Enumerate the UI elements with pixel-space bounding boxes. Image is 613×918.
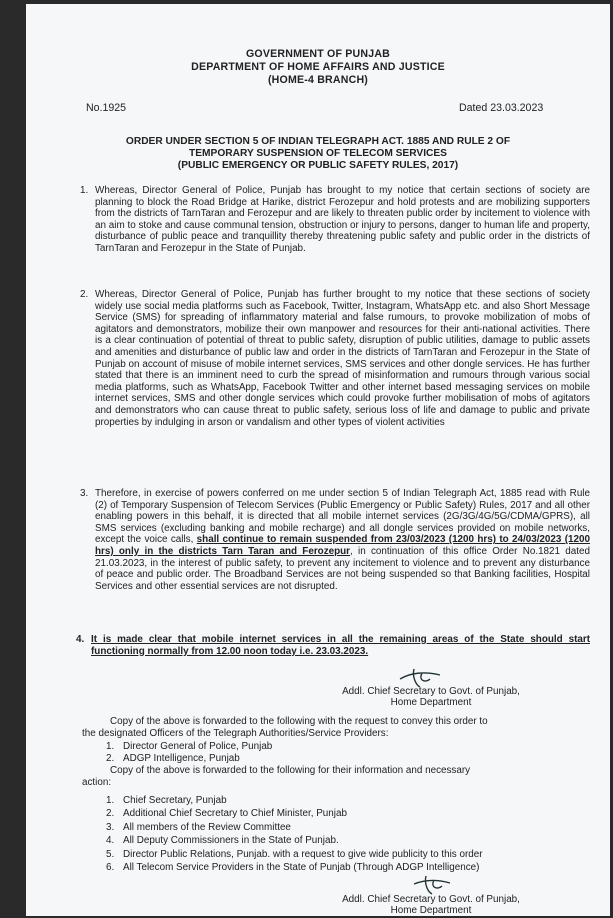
header-government: GOVERNMENT OF PUNJAB bbox=[245, 48, 391, 60]
paragraph-number: 4. bbox=[76, 634, 85, 645]
list-item: 1. Chief Secretary, Punjab bbox=[106, 795, 227, 806]
order-number: No.1925 bbox=[86, 102, 127, 114]
copy-list-1-intro-2 bbox=[82, 728, 388, 740]
copy-list-2-intro bbox=[110, 765, 470, 777]
paragraph-3-part-a: Therefore, in exercise of powers conferred on me under section 5 of Indian Telegraph Act, 1885 read with Rule (2) of Temporary Suspension of Telecom Services (Public Emergency or Public Safety) Rules, 2017 and all other enabling powers in this behalf, it is directed that all mobile internet services (2G/3G/4G/5G/CDMA/GPRS), all SMS services (excluding banking and mobile recharge) and all dongle services provided on mobile networks, except the voice calls, bbox=[95, 488, 590, 546]
paragraph-number: 3. bbox=[80, 488, 89, 499]
copy-intro-line2: the designated Officers of the Telegraph Authorities/Service Providers: bbox=[82, 728, 389, 739]
paragraph-1: Whereas, Director General of Police, Punjab has brought to my notice that certain sections of society are planning to block the Road Bridge at Harike, district Ferozepur and hold protests and are mobilizing supporters from the districts of TarnTaran and Ferozepur and are likely to threaten public order by incitement to violence with an aim to stoke and cause communal tension, obstruction or injury to persons, danger to human life and property, disturbance of public peace and tranquillity thereby threatening public safety and public order in the districts of TarnTaran and Ferozepur in the State of Punjab. bbox=[95, 185, 590, 254]
copy-list-2-intro-2 bbox=[82, 777, 111, 789]
header-branch: (HOME-4 BRANCH) bbox=[267, 74, 369, 86]
signatory-department: Home Department bbox=[390, 905, 472, 916]
copy-list-1 bbox=[106, 741, 272, 764]
signature-icon bbox=[410, 874, 454, 896]
list-item: 6. All Telecom Service Providers in the State of Punjab (Through ADGP Intelligence) bbox=[106, 862, 480, 874]
list-item: 4. All Deputy Commissioners in the State of Punjab. bbox=[106, 835, 339, 847]
order-title-line3: (PUBLIC EMERGENCY OR PUBLIC SAFETY RULES, 2017) bbox=[177, 160, 459, 171]
copy-intro-line1: Copy of the above is forwarded to the following with the request to convey this order to bbox=[110, 716, 488, 727]
paragraph-number: 2. bbox=[80, 289, 89, 300]
order-title-line2: TEMPORARY SUSPENSION OF TELECOM SERVICES bbox=[189, 148, 447, 159]
list-item: 2. Additional Chief Secretary to Chief Minister, Punjab bbox=[106, 808, 347, 820]
signatory-title: Addl. Chief Secretary to Govt. of Punjab, bbox=[342, 894, 520, 905]
list-item: 1. Director General of Police, Punjab bbox=[106, 741, 273, 752]
paragraph-4: It is made clear that mobile internet services in all the remaining areas of the State should start functioning normally from 12.00 noon today i.e. 23.03.2023. bbox=[91, 634, 590, 657]
copy-list-2 bbox=[106, 794, 483, 874]
paragraph-number: 1. bbox=[80, 185, 89, 196]
copy-intro-line2: action: bbox=[82, 777, 112, 788]
paragraph-2: Whereas, Director General of Police, Punjab has further brought to my notice that these sections of society widely use social media platforms such as Facebook, Twitter, Instagram, WhatsApp etc. and also Short Message Service (SMS) for spreading of inflammatory material and false rumours, to provoke mobilization of mobs of agitators and demonstrators, mobilize their own manpower and resources for their anti-national activities. There is a clear continuation of potential of threat to public safety, disruption of public utilities, damage to public assets and amenities and disturbance of public law and order in the districts of TarnTaran and Ferozepur in the State of Punjab on account of misuse of mobile internet services, SMS services and other dongle services. He has further stated that there is an imminent need to curb the spread of misinformation and rumours through various social media platforms, such as WhatsApp, Facebook Twitter and other internet based messaging services on mobile internet services, SMS and other dongle services which could provoke further mobilisation of mobs of agitators and demonstrators who can cause threat to public safety, serious loss of life and damage to public and private properties by indulging in arson or vandalism and other types of violent activities bbox=[95, 289, 590, 428]
signatory-department: Home Department bbox=[390, 697, 472, 708]
signatory-title: Addl. Chief Secretary to Govt. of Punjab, bbox=[342, 686, 520, 697]
list-item: 2. ADGP Intelligence, Punjab bbox=[106, 752, 240, 764]
signature-block-1 bbox=[326, 686, 536, 708]
order-title-line1: ORDER UNDER SECTION 5 OF INDIAN TELEGRAPH ACT. 1885 AND RULE 2 OF bbox=[125, 136, 511, 147]
order-date: Dated 23.03.2023 bbox=[459, 102, 544, 114]
document-page bbox=[26, 4, 610, 916]
suspension-period: shall continue to remain suspended from 23/03/2023 (1200 hrs) to 24/03/2023 (1200 hrs) only in the districts Tarn Taran and Ferozepur bbox=[95, 534, 590, 557]
header-department: DEPARTMENT OF HOME AFFAIRS AND JUSTICE bbox=[191, 61, 445, 73]
list-item: 3. All members of the Review Committee bbox=[106, 821, 291, 833]
list-item: 5. Director Public Relations, Punjab. with a request to give wide publicity to this order bbox=[106, 848, 483, 860]
paragraph-3 bbox=[95, 488, 590, 592]
signature-block-2 bbox=[326, 894, 536, 916]
copy-list-1-intro bbox=[110, 716, 488, 728]
paragraph-3-part-c: , in continuation of this office Order No.1821 dated 21.03.2023, in the interest of public safety, to prevent any incitement to violence and to prevent any disturbance of peace and public order. The Broadband Services are not being suspended so that Banking facilities, Hospital Services and other essential services are not disrupted. bbox=[95, 545, 590, 592]
copy-intro-line1: Copy of the above is forwarded to the following for their information and necessary bbox=[110, 765, 471, 776]
